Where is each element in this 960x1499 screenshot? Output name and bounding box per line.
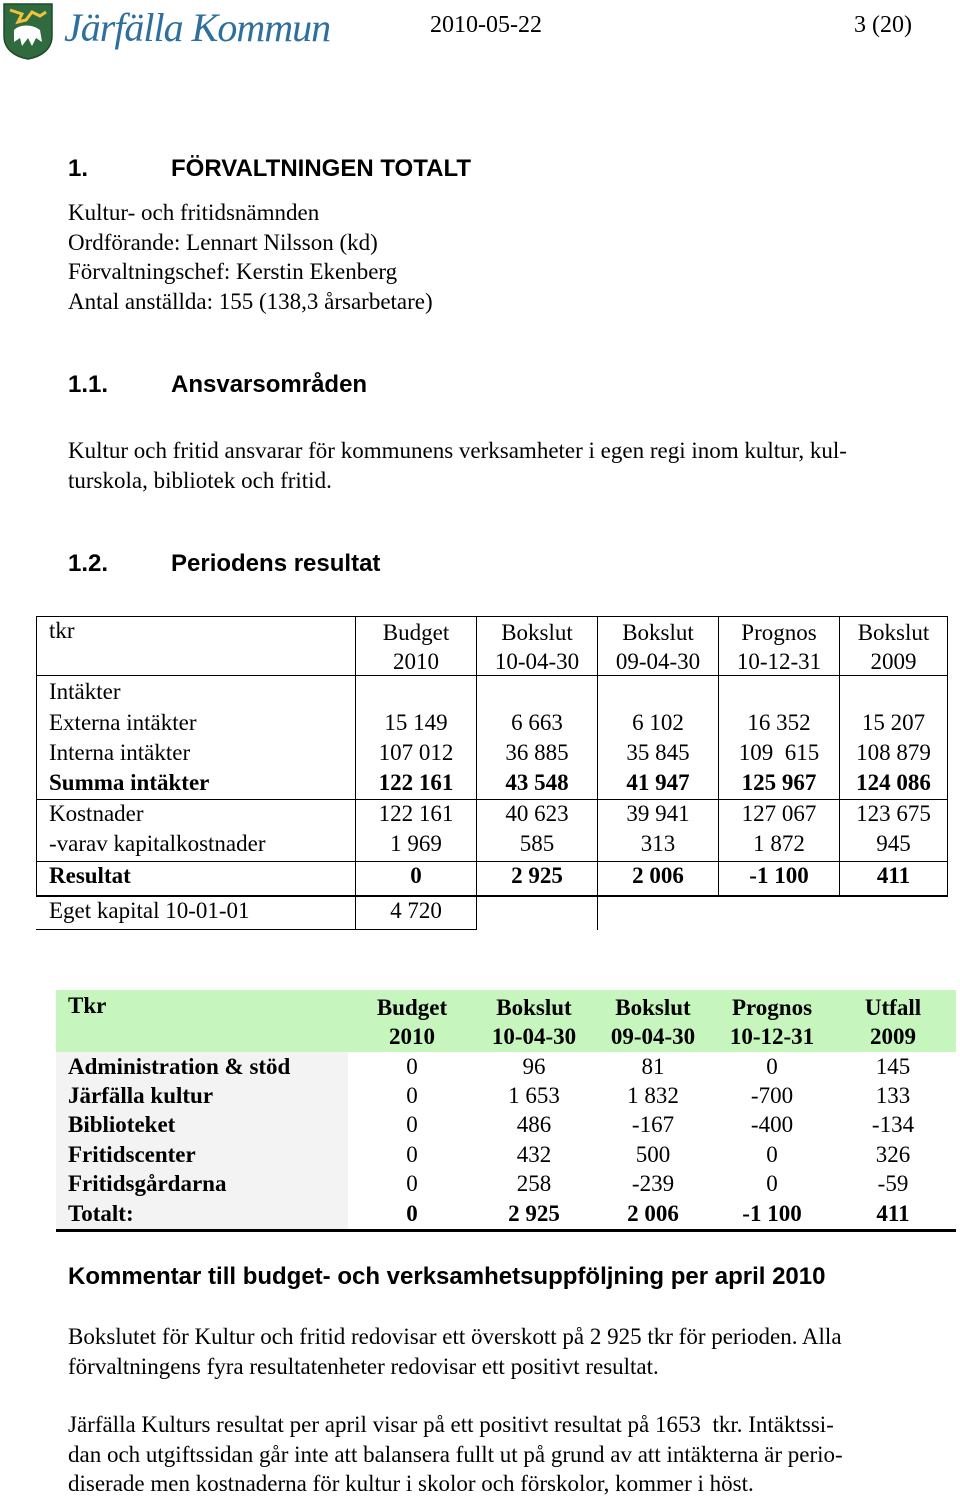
row-label: Fritidsgårdarna	[68, 1171, 227, 1196]
cell-value: -134	[871, 1112, 915, 1137]
cell-value: 6 102	[632, 710, 684, 735]
cell-value: 36 885	[505, 740, 569, 765]
cell-value: 258	[516, 1171, 552, 1196]
comment-paragraph-2	[68, 1410, 843, 1499]
row-label: Järfälla kultur	[68, 1083, 214, 1108]
header-line: 2009	[870, 649, 917, 674]
cell-value: 39 941	[626, 801, 690, 826]
text-line: diserade men kostnaderna för kultur i skolor och förskolor, kommer i höst.	[68, 1471, 754, 1496]
cell-value: 313	[640, 831, 676, 856]
cell-value: 585	[519, 831, 555, 856]
cell-value: 0	[406, 1112, 418, 1137]
cell-value: 0	[766, 1142, 778, 1167]
column-header	[594, 993, 712, 1051]
header-date: 2010-05-22	[430, 12, 542, 38]
header-line: 10-12-31	[736, 649, 822, 674]
cell-value: 123 675	[856, 801, 931, 826]
cell-value: -1 100	[742, 1201, 802, 1226]
cell-value: 133	[875, 1083, 911, 1108]
section-title: FÖRVALTNINGEN TOTALT	[171, 155, 471, 182]
cell-value: 326	[875, 1142, 911, 1167]
cell-value: 40 623	[505, 801, 569, 826]
cell-value: 945	[876, 831, 911, 856]
cell-value: 2 925	[511, 863, 563, 888]
row-label: -varav kapitalkostnader	[49, 831, 266, 856]
cell-value: 145	[875, 1054, 911, 1079]
header-line: 10-04-30	[494, 649, 580, 674]
cell-value: 96	[522, 1054, 546, 1079]
cell-value: 0	[766, 1054, 778, 1079]
cell-value: 0	[766, 1171, 778, 1196]
section-title: Ansvarsområden	[171, 371, 368, 398]
cell-value: 81	[641, 1054, 665, 1079]
cell-value: 125 967	[741, 770, 817, 795]
cell-value: -400	[750, 1112, 794, 1137]
cell-value: 35 845	[626, 740, 690, 765]
cell-value: 411	[876, 1201, 910, 1226]
row-label: Totalt:	[68, 1201, 134, 1226]
table-corner-label: tkr	[49, 618, 75, 643]
info-line: Kultur- och fritidsnämnden	[68, 200, 320, 225]
section-title: Periodens resultat	[171, 550, 381, 577]
text-line: Kultur och fritid ansvarar för kommunens verksamheter i egen regi inom kultur, kul-	[68, 438, 847, 463]
cell-value: 2 006	[632, 863, 684, 888]
cell-value: 127 067	[741, 801, 817, 826]
section-number: 1.2.	[68, 550, 109, 577]
cell-value: -239	[631, 1171, 675, 1196]
row-label: Externa intäkter	[49, 710, 197, 735]
row-label: Eget kapital 10-01-01	[49, 898, 250, 923]
cell-value: 500	[635, 1142, 671, 1167]
cell-value: 108 879	[856, 740, 931, 765]
text-line: förvaltningens fyra resultatenheter redovisar ett positivt resultat.	[68, 1353, 659, 1379]
column-header	[719, 618, 839, 676]
cell-value: 43 548	[505, 770, 569, 795]
header-line: Prognos	[741, 620, 817, 645]
info-line: Ordförande: Lennart Nilsson (kd)	[68, 229, 378, 255]
row-label: Interna intäkter	[49, 740, 191, 765]
column-header	[598, 618, 718, 676]
period-result-table	[36, 616, 948, 930]
cell-value: 15 207	[861, 710, 926, 735]
header-line: 2010	[393, 649, 439, 674]
page-number: 3 (20)	[854, 12, 912, 38]
header-line: Bokslut	[857, 620, 930, 645]
section-1-info	[68, 198, 433, 316]
section-number: 1.	[68, 155, 89, 182]
header-line: Bokslut	[615, 995, 691, 1020]
column-header	[353, 993, 471, 1051]
section-1-1-text	[68, 436, 847, 495]
row-label: Fritidscenter	[68, 1142, 196, 1167]
row-label: Kostnader	[49, 801, 144, 826]
cell-value: 4 720	[390, 898, 442, 923]
section-number: 1.1.	[68, 371, 109, 398]
cell-value: 0	[406, 1201, 418, 1226]
cell-value: 107 012	[378, 740, 454, 765]
header-line: Prognos	[731, 995, 813, 1020]
text-line: Järfälla Kulturs resultat per april visar på ett positivt resultat på 1653 tkr. Intäktssi-	[68, 1412, 834, 1437]
column-header	[356, 618, 476, 676]
column-header	[834, 993, 952, 1051]
cell-value: 0	[406, 1171, 418, 1196]
text-line: turskola, bibliotek och fritid.	[68, 467, 332, 493]
coat-of-arms-logo-icon	[2, 2, 54, 60]
row-label: Administration & stöd	[68, 1054, 291, 1079]
text-line: dan och utgiftssidan går inte att balansera fullt ut på grund av att intäkterna är perio-	[68, 1441, 843, 1467]
header-line: 10-04-30	[491, 1024, 577, 1049]
comment-heading: Kommentar till budget- och verksamhetsuppföljning per april 2010	[68, 1263, 826, 1290]
cell-value: -1 100	[749, 863, 809, 888]
cell-value: 0	[406, 1054, 418, 1079]
header-line: Bokslut	[501, 620, 573, 645]
column-header	[713, 993, 831, 1051]
cell-value: 2 925	[508, 1201, 560, 1226]
cell-value: 411	[876, 863, 911, 888]
municipality-logo-text: Järfälla Kommun	[64, 5, 331, 50]
cell-value: -59	[877, 1171, 909, 1196]
header-line: Budget	[382, 620, 450, 645]
cell-value: 486	[516, 1112, 552, 1137]
row-label: Biblioteket	[68, 1112, 176, 1137]
cell-value: 432	[516, 1142, 552, 1167]
cell-value: 2 006	[627, 1201, 679, 1226]
info-line: Antal anställda: 155 (138,3 årsarbetare)	[68, 288, 433, 314]
column-header	[475, 993, 593, 1051]
cell-value: 16 352	[747, 710, 811, 735]
cell-value: 1 969	[390, 831, 442, 856]
info-line: Förvaltningschef: Kerstin Ekenberg	[68, 259, 398, 284]
header-line: Budget	[376, 995, 448, 1020]
cell-value: 122 161	[378, 770, 454, 795]
cell-value: 1 653	[508, 1083, 560, 1108]
header-line: 09-04-30	[615, 649, 701, 674]
header-line: Utfall	[864, 995, 922, 1020]
cell-value: 1 832	[627, 1083, 679, 1108]
row-label: Resultat	[49, 863, 131, 888]
header-line: 2009	[870, 1024, 916, 1049]
cell-value: -700	[750, 1083, 794, 1108]
comment-paragraph-1	[68, 1322, 842, 1381]
table-bottom-rule	[56, 1229, 956, 1232]
cell-value: 1 872	[753, 831, 805, 856]
header-line: Bokslut	[496, 995, 572, 1020]
header-line: Bokslut	[622, 620, 694, 645]
cell-value: 124 086	[856, 770, 931, 795]
cell-value: 0	[410, 863, 422, 888]
cell-value: 0	[406, 1083, 418, 1108]
table-corner-label: Tkr	[68, 993, 107, 1018]
column-header	[477, 618, 597, 676]
cell-value: 6 663	[511, 710, 563, 735]
cell-value: 0	[406, 1142, 418, 1167]
header-line: 10-12-31	[729, 1024, 815, 1049]
column-header	[840, 618, 947, 676]
cell-value: 109 615	[738, 740, 820, 765]
text-line: Bokslutet för Kultur och fritid redovisar ett överskott på 2 925 tkr för perioden. Alla	[68, 1324, 842, 1349]
cell-value: 15 149	[384, 710, 448, 735]
cell-value: -167	[631, 1112, 675, 1137]
group-label: Intäkter	[49, 679, 121, 704]
unit-result-table	[56, 990, 956, 1232]
cell-value: 41 947	[626, 770, 690, 795]
header-line: 2010	[389, 1024, 435, 1049]
cell-value: 122 161	[378, 801, 454, 826]
row-label: Summa intäkter	[49, 770, 210, 795]
header-line: 09-04-30	[610, 1024, 696, 1049]
